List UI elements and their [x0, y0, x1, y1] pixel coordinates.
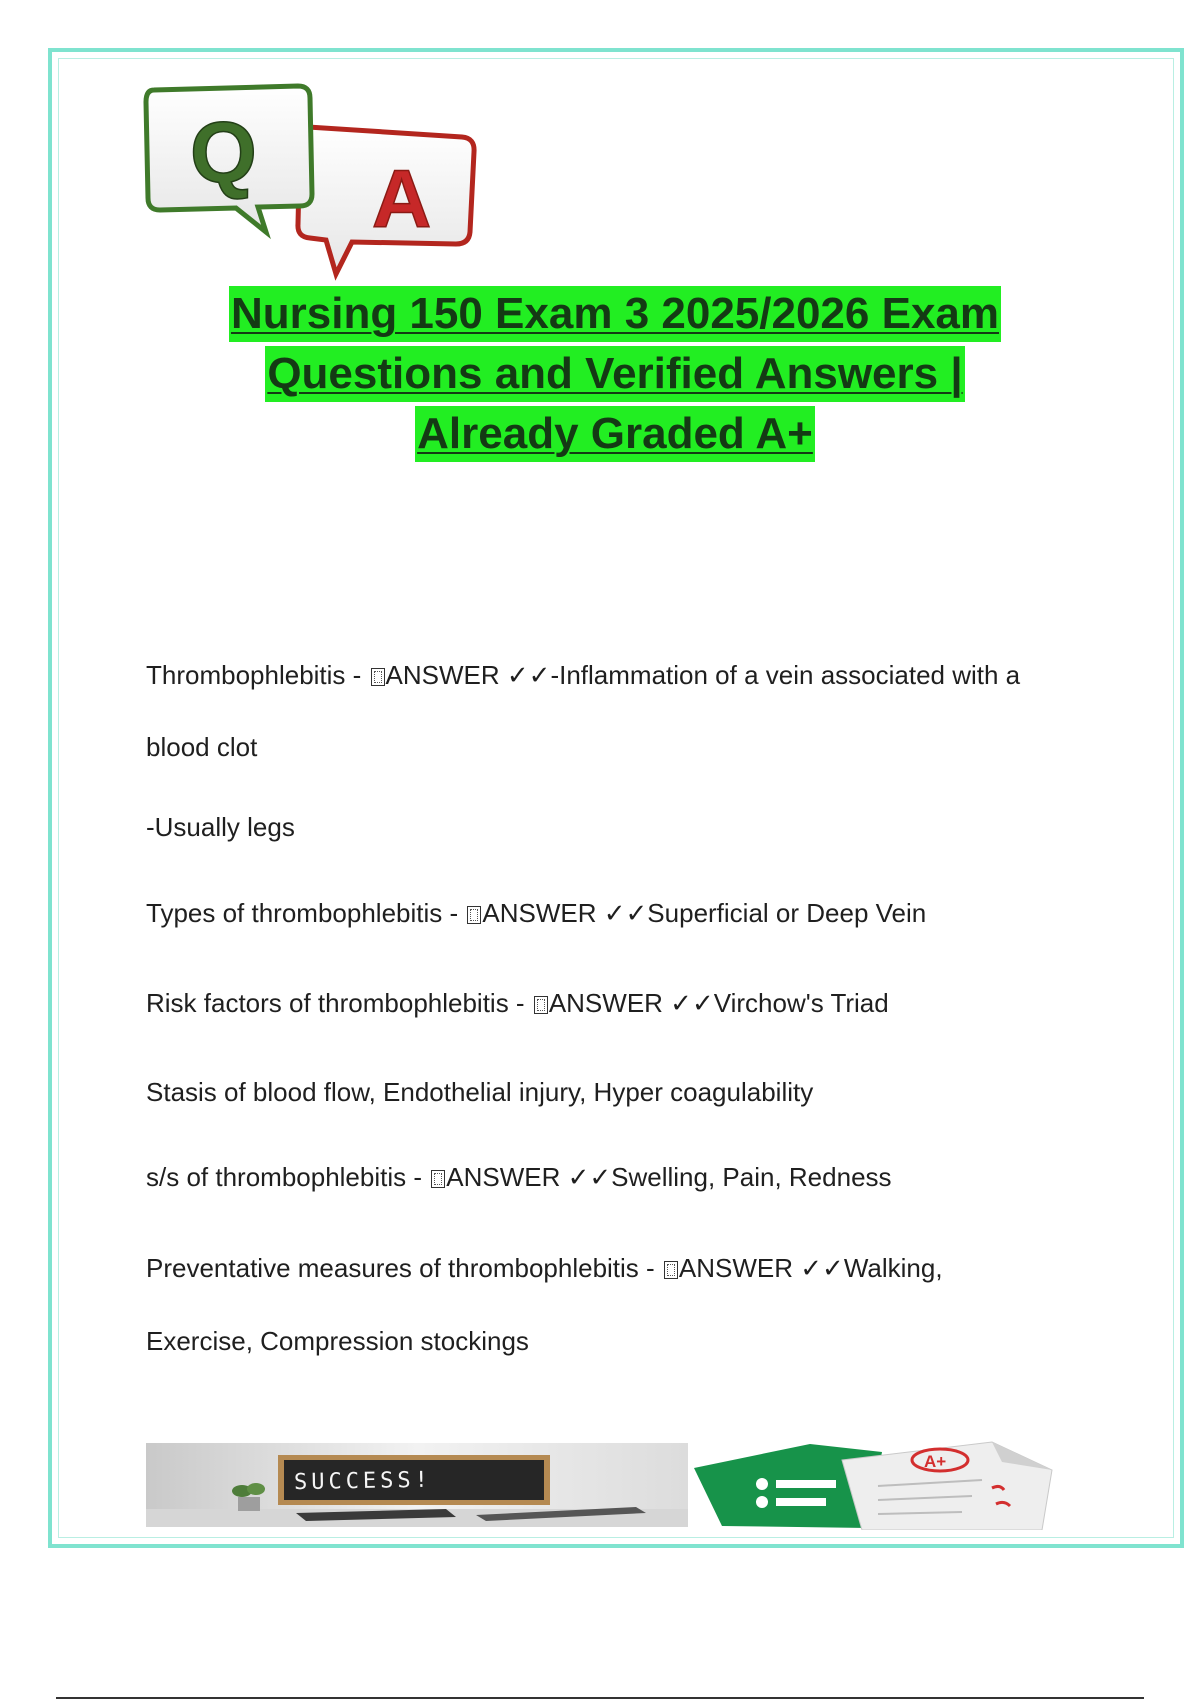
question-text: Thrombophlebitis - — [146, 660, 369, 690]
bottom-rule — [56, 1697, 1144, 1699]
missing-glyph-icon — [431, 1170, 445, 1188]
question-text: Types of thrombophlebitis - — [146, 898, 466, 928]
answer-text: ANSWER ✓✓Superficial or Deep Vein — [482, 898, 927, 928]
answer-bubble — [298, 127, 474, 274]
qa-line-2: blood clot — [146, 732, 258, 762]
document-title — [90, 282, 1140, 462]
answer-letter: A — [372, 154, 432, 245]
question-bubble — [146, 86, 312, 232]
question-text: Preventative measures of thrombophlebitis - — [146, 1253, 662, 1283]
success-banner-image — [146, 1443, 688, 1527]
title-line-2: Questions and Verified Answers | — [265, 346, 964, 402]
missing-glyph-icon — [371, 668, 385, 686]
answer-text: ANSWER ✓✓Walking, — [678, 1253, 943, 1283]
missing-glyph-icon — [534, 996, 548, 1014]
question-letter: Q — [190, 105, 257, 201]
answer-text: ANSWER ✓✓Virchow's Triad — [548, 988, 889, 1018]
qa-line-7 — [146, 1162, 892, 1193]
graded-paper-image — [692, 1440, 1082, 1530]
answer-text: ANSWER ✓✓Swelling, Pain, Redness — [446, 1162, 892, 1192]
missing-glyph-icon — [467, 906, 481, 924]
grade-text: A+ — [924, 1452, 947, 1471]
qa-line-9: Exercise, Compression stockings — [146, 1326, 529, 1356]
qa-line-5 — [146, 988, 889, 1019]
qa-logo — [140, 82, 480, 292]
answer-text: ANSWER ✓✓-Inflammation of a vein associated with a — [385, 660, 1021, 690]
qa-line-6: Stasis of blood flow, Endothelial injury, Hyper coagulability — [146, 1077, 814, 1107]
title-line-1: Nursing 150 Exam 3 2025/2026 Exam — [229, 286, 1001, 342]
question-text: Risk factors of thrombophlebitis - — [146, 988, 532, 1018]
qa-line-1 — [146, 660, 1020, 691]
question-text: s/s of thrombophlebitis - — [146, 1162, 430, 1192]
missing-glyph-icon — [664, 1261, 678, 1279]
title-line-3: Already Graded A+ — [415, 406, 815, 462]
qa-line-4 — [146, 898, 926, 929]
qa-line-8 — [146, 1253, 943, 1284]
qa-line-3: -Usually legs — [146, 812, 295, 842]
success-text: SUCCESS! — [293, 1467, 433, 1496]
